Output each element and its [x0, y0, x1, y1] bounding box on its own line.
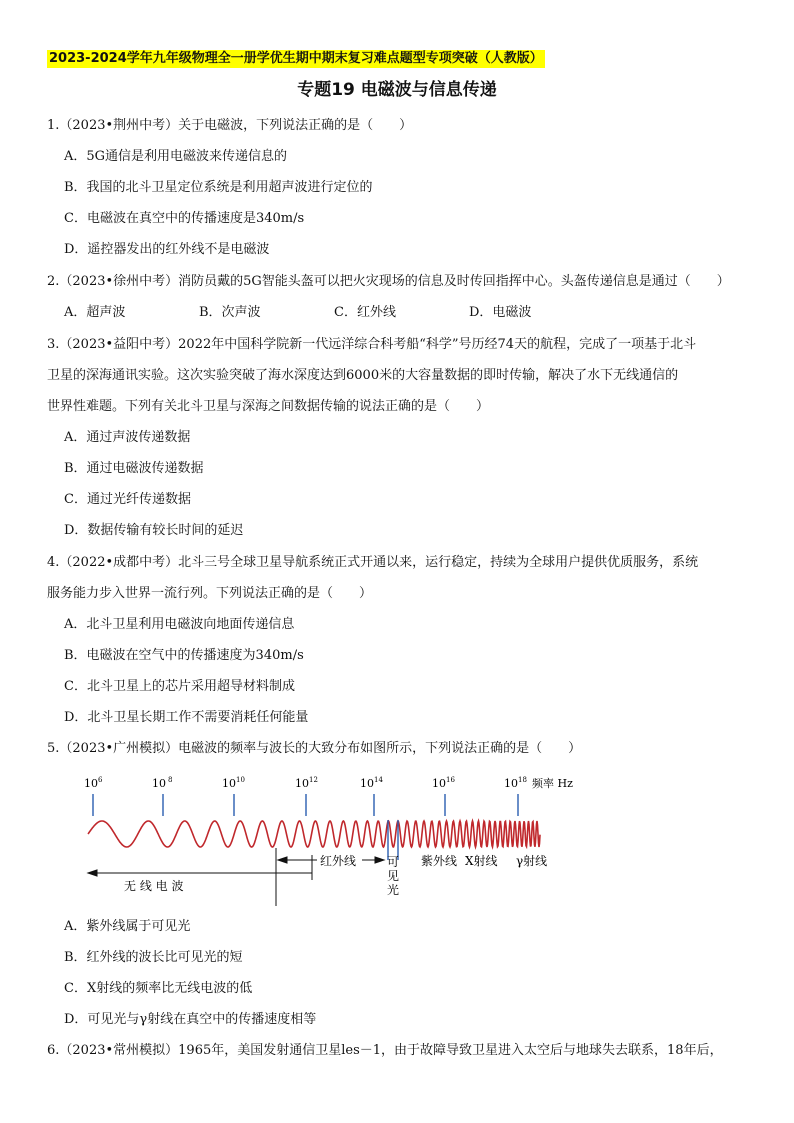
- q4-option-b: B．电磁波在空气中的传播速度为340m/s: [64, 648, 304, 663]
- frequency-unit-label: 频率 Hz: [532, 777, 573, 790]
- q3-option-a: A．通过声波传递数据: [64, 430, 191, 445]
- q3-option-d: D．数据传输有较长时间的延迟: [64, 523, 244, 538]
- q4-option-c: C．北斗卫星上的芯片采用超导材料制成: [64, 679, 295, 694]
- q2-option-a: A．超声波: [64, 305, 126, 320]
- visible-light-label-2: 见: [387, 869, 400, 883]
- question-5-stem: 5.（2023•广州模拟）电磁波的频率与波长的大致分布如图所示，下列说法正确的是（ ）: [47, 741, 582, 756]
- q1-option-c: C．电磁波在真空中的传播速度是340m/s: [64, 211, 305, 226]
- q4-option-a: A．北斗卫星利用电磁波向地面传递信息: [64, 617, 295, 632]
- visible-light-label-3: 光: [387, 883, 400, 897]
- q5-option-a: A．紫外线属于可见光: [64, 919, 191, 934]
- q4-option-d: D．北斗卫星长期工作不需要消耗任何能量: [64, 710, 309, 725]
- q2-option-d: D．电磁波: [469, 305, 532, 320]
- tick-label-1e10: $10^{10}$: [222, 776, 245, 790]
- q1-option-a: A．5G通信是利用电磁波来传递信息的: [64, 149, 288, 164]
- q5-option-b: B．红外线的波长比可见光的短: [64, 950, 243, 965]
- question-4-stem-1: 4.（2022•成都中考）北斗三号全球卫星导航系统正式开通以来，运行稳定，持续为全球用户提供优质服务，系统: [47, 555, 699, 570]
- doc-banner: 2023-2024学年九年级物理全一册学优生期中期末复习难点题型专项突破（人教版）: [49, 51, 543, 66]
- tick-label-1e8: 10 $^8$: [152, 776, 173, 790]
- tick-marks: [93, 794, 518, 816]
- tick-label-1e16: $10^{16}$: [432, 776, 455, 790]
- q2-option-b: B．次声波: [199, 305, 261, 320]
- q2-options: [64, 304, 604, 322]
- tick-label-1e14: $10^{14}$: [360, 776, 383, 790]
- radio-wave-range-arrow: [88, 855, 312, 880]
- q3-option-c: C．通过光纤传递数据: [64, 492, 191, 507]
- q5-option-c: C．X射线的频率比无线电波的低: [64, 981, 253, 996]
- tick-label-1e12: $10^{12}$: [295, 776, 318, 790]
- question-4-stem-2: 服务能力步入世界一流行列。下列说法正确的是（ ）: [47, 586, 373, 601]
- question-3-stem-2: 卫星的深海通讯实验。这次实验突破了海水深度达到6000米的大容量数据的即时传输，解决了水下无线通信的: [47, 368, 679, 383]
- question-3-stem-3: 世界性难题。下列有关北斗卫星与深海之间数据传输的说法正确的是（ ）: [47, 399, 490, 414]
- question-3-stem-1: 3.（2023•益阳中考）2022年中国科学院新一代远洋综合科考船“科学”号历经74天的航程，完成了一项基于北斗: [47, 337, 697, 352]
- q5-option-d: D．可见光与γ射线在真空中的传播速度相等: [64, 1012, 317, 1027]
- q3-option-b: B．通过电磁波传递数据: [64, 461, 204, 476]
- question-6-stem: 6.（2023•常州模拟）1965年，美国发射通信卫星les－1，由于故障导致卫星进入太空后与地球失去联系，18年后，: [47, 1043, 723, 1058]
- q1-option-b: B．我国的北斗卫星定位系统是利用超声波进行定位的: [64, 180, 373, 195]
- q1-option-d: D．遥控器发出的红外线不是电磁波: [64, 242, 270, 257]
- xray-label: X射线: [465, 854, 498, 868]
- q2-option-c: C．红外线: [334, 305, 396, 320]
- question-2-stem: 2.（2023•徐州中考）消防员戴的5G智能头盔可以把火灾现场的信息及时传回指挥中心。头盔传递信息是通过（ ）: [47, 274, 730, 289]
- infrared-label: 红外线: [320, 854, 357, 868]
- gamma-ray-label: γ射线: [516, 854, 548, 868]
- em-spectrum-figure: [0, 760, 794, 910]
- tick-label-1e6: $10^6$: [84, 776, 103, 790]
- radio-wave-label: 无 线 电 波: [124, 879, 184, 893]
- tick-label-1e18: $10^{18}$: [504, 776, 527, 790]
- page-title: 专题19 电磁波与信息传递: [297, 80, 497, 100]
- question-1-stem: 1.（2023•荆州中考）关于电磁波，下列说法正确的是（ ）: [47, 118, 413, 133]
- visible-light-label-1: 可: [387, 855, 400, 869]
- em-wave-curve: [88, 821, 540, 847]
- ultraviolet-label: 紫外线: [421, 854, 458, 868]
